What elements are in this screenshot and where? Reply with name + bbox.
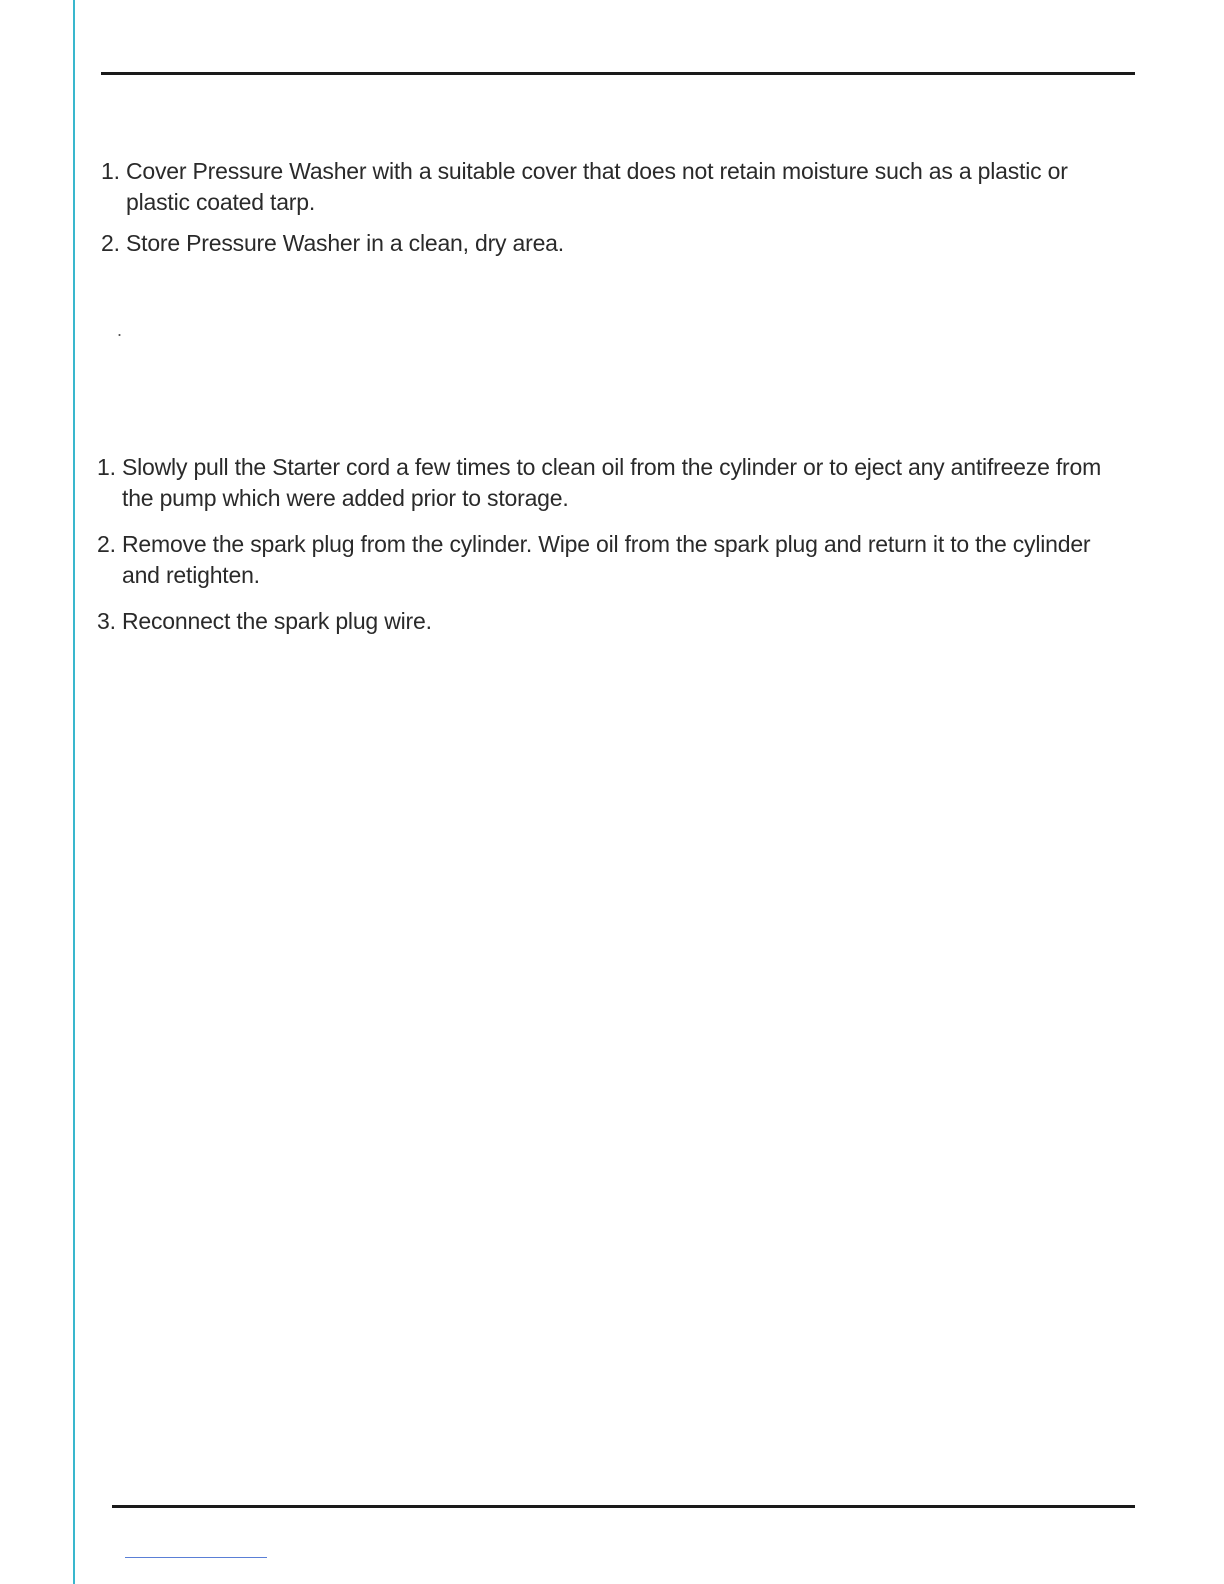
list-item	[97, 606, 1127, 637]
storage-steps-list	[101, 156, 1111, 259]
step-text: Cover Pressure Washer with a suitable cover that does not retain moisture such as a plastic or plastic coated tarp.	[126, 158, 1068, 215]
list-item	[97, 452, 1127, 514]
step-text: Remove the spark plug from the cylinder. Wipe oil from the spark plug and return it to the cylinder and retighten.	[122, 531, 1091, 588]
list-item	[101, 228, 1111, 259]
footer-divider	[112, 1505, 1135, 1508]
step-number: 2.	[101, 230, 120, 256]
stray-mark: .	[117, 320, 123, 340]
footer-link-underline[interactable]	[125, 1557, 267, 1558]
step-text: Reconnect the spark plug wire.	[122, 608, 432, 634]
left-margin-rule	[73, 0, 75, 1584]
list-item	[97, 529, 1127, 591]
step-text: Slowly pull the Starter cord a few times to clean oil from the cylinder or to eject any antifreeze from the pump which were added prior to storage.	[122, 454, 1102, 511]
step-number: 3.	[97, 608, 116, 634]
step-text: Store Pressure Washer in a clean, dry area.	[126, 230, 564, 256]
step-number: 1.	[97, 454, 116, 480]
restart-steps-list	[97, 452, 1127, 637]
step-number: 2.	[97, 531, 116, 557]
step-number: 1.	[101, 158, 120, 184]
list-item	[101, 156, 1111, 218]
header-divider	[101, 72, 1135, 75]
